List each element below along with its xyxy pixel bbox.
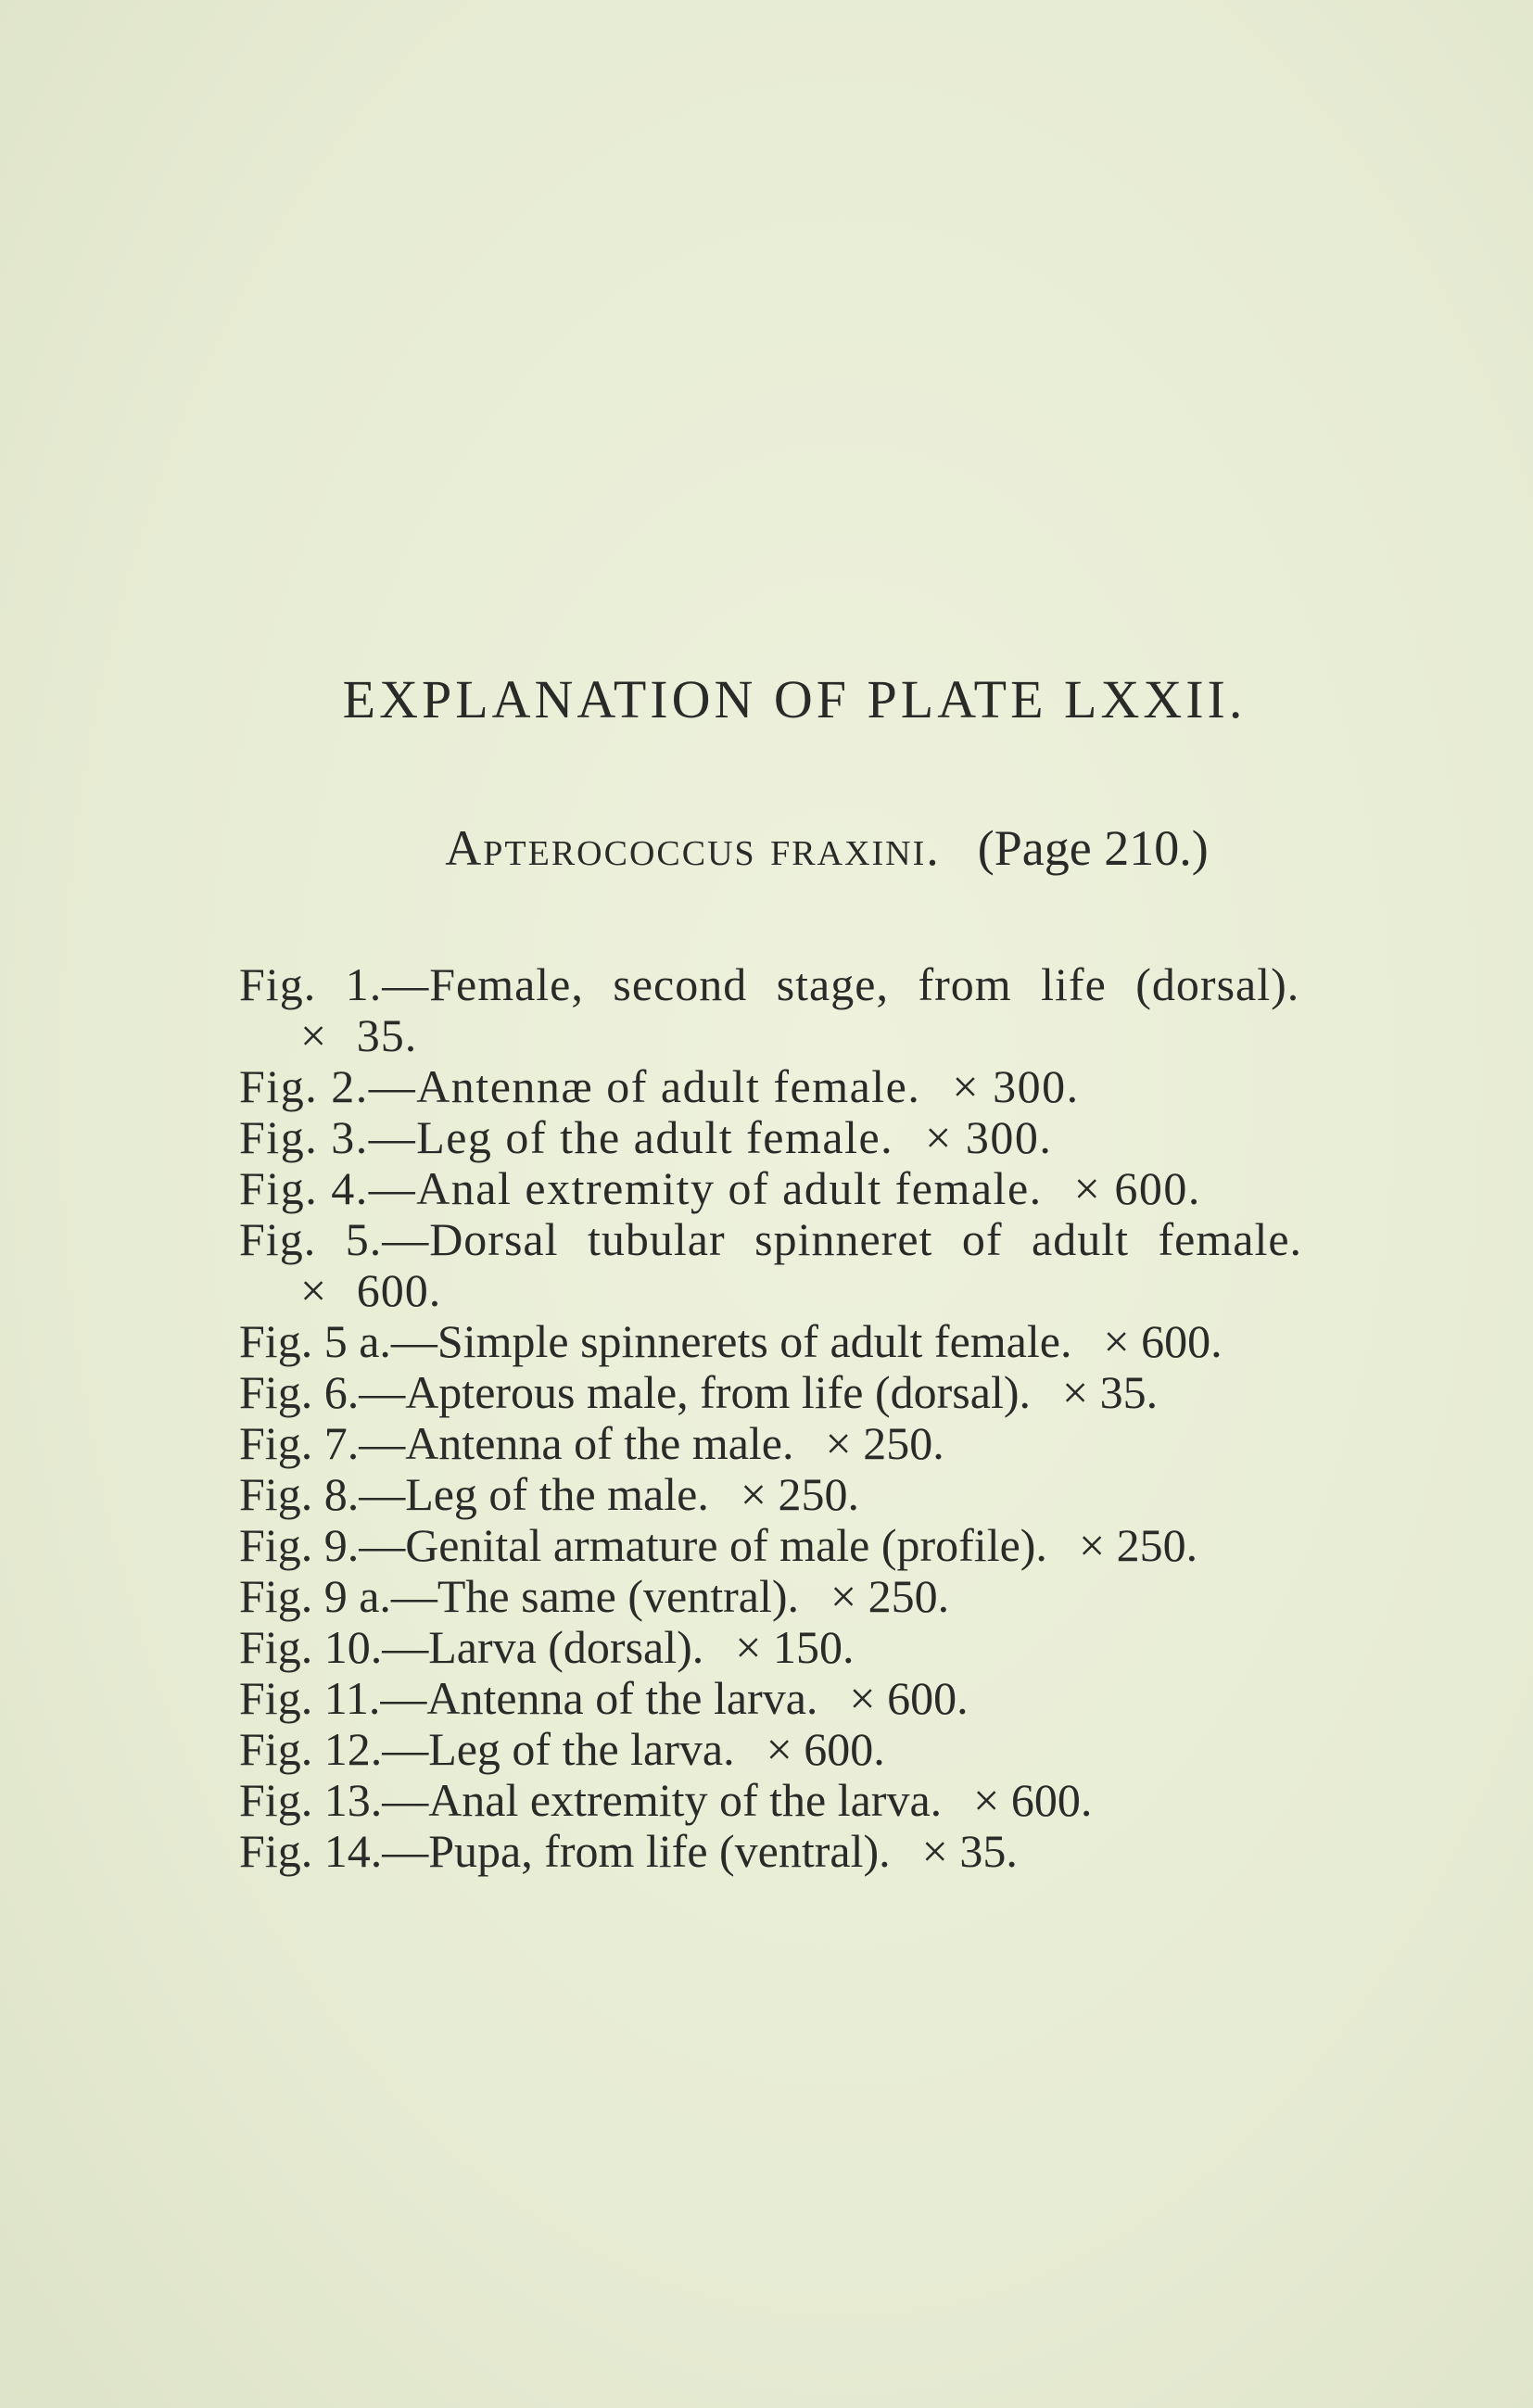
figure-magnification: × 600. [1103, 1315, 1223, 1367]
figure-item [239, 1775, 1444, 1826]
figure-magnification: × 600. [1073, 1162, 1201, 1214]
figure-caption: Fig. 6.—Apterous male, from life (dorsal). [239, 1366, 1031, 1418]
figure-magnification: × 600. [849, 1672, 969, 1724]
figure-caption: Fig. 14.—Pupa, from life (ventral). [239, 1825, 891, 1877]
plate-subtitle [0, 816, 1533, 881]
figure-item [239, 1622, 1444, 1673]
figure-magnification: × 600. [300, 1264, 442, 1316]
figure-magnification: × 35. [1061, 1366, 1159, 1418]
figure-caption: Fig. 4.—Anal extremity of adult female. [239, 1162, 1043, 1214]
figure-magnification: × 250. [1078, 1519, 1198, 1571]
figure-caption: Fig. 8.—Leg of the male. [239, 1468, 709, 1520]
figure-caption: Fig. 5.—Dorsal tubular spinneret of adult female. [239, 1213, 1303, 1265]
figure-item [239, 1163, 1444, 1214]
figure-caption: Fig. 5 a.—Simple spinnerets of adult female. [239, 1315, 1072, 1367]
figure-magnification: × 250. [830, 1570, 950, 1622]
figure-magnification: × 150. [735, 1621, 855, 1673]
figure-item [239, 1112, 1444, 1163]
figure-magnification: × 300. [925, 1111, 1053, 1163]
figure-caption: Fig. 2.—Antennæ of adult female. [239, 1060, 921, 1112]
figure-caption: Fig. 12.—Leg of the larva. [239, 1723, 735, 1775]
species-name: Apterococcus fraxini. [445, 820, 941, 876]
figure-caption: Fig. 9.—Genital armature of male (profile). [239, 1519, 1047, 1571]
figure-item [239, 1316, 1444, 1367]
figure-magnification: × 600. [973, 1774, 1093, 1826]
figure-item [239, 1469, 1444, 1520]
figure-caption: Fig. 7.—Antenna of the male. [239, 1417, 794, 1469]
figure-caption: Fig. 9 a.—The same (ventral). [239, 1570, 799, 1622]
figure-item [239, 1520, 1444, 1571]
figure-caption: Fig. 13.—Anal extremity of the larva. [239, 1774, 943, 1826]
figure-magnification: × 35. [300, 1009, 418, 1061]
figure-item [239, 1724, 1444, 1775]
figure-item [239, 1418, 1444, 1469]
figure-caption: Fig. 1.—Female, second stage, from life (dorsal). [239, 958, 1300, 1010]
figure-caption: Fig. 3.—Leg of the adult female. [239, 1111, 894, 1163]
figure-caption: Fig. 11.—Antenna of the larva. [239, 1672, 818, 1724]
plate-title: EXPLANATION OF PLATE LXXII. [342, 669, 1247, 729]
figure-item [239, 1571, 1444, 1622]
figure-item [239, 1214, 1444, 1316]
figure-magnification: × 600. [766, 1723, 885, 1775]
figure-item [239, 1826, 1444, 1877]
figure-magnification: × 300. [952, 1060, 1080, 1112]
figure-magnification: × 35. [921, 1825, 1018, 1877]
figure-item [239, 959, 1444, 1061]
figure-item [239, 1367, 1444, 1418]
figure-item [239, 1061, 1444, 1112]
figure-magnification: × 250. [740, 1468, 860, 1520]
figure-list [239, 959, 1444, 1877]
page-reference: (Page 210.) [977, 820, 1209, 876]
figure-item [239, 1673, 1444, 1724]
figure-caption: Fig. 10.—Larva (dorsal). [239, 1621, 704, 1673]
figure-magnification: × 250. [825, 1417, 944, 1469]
